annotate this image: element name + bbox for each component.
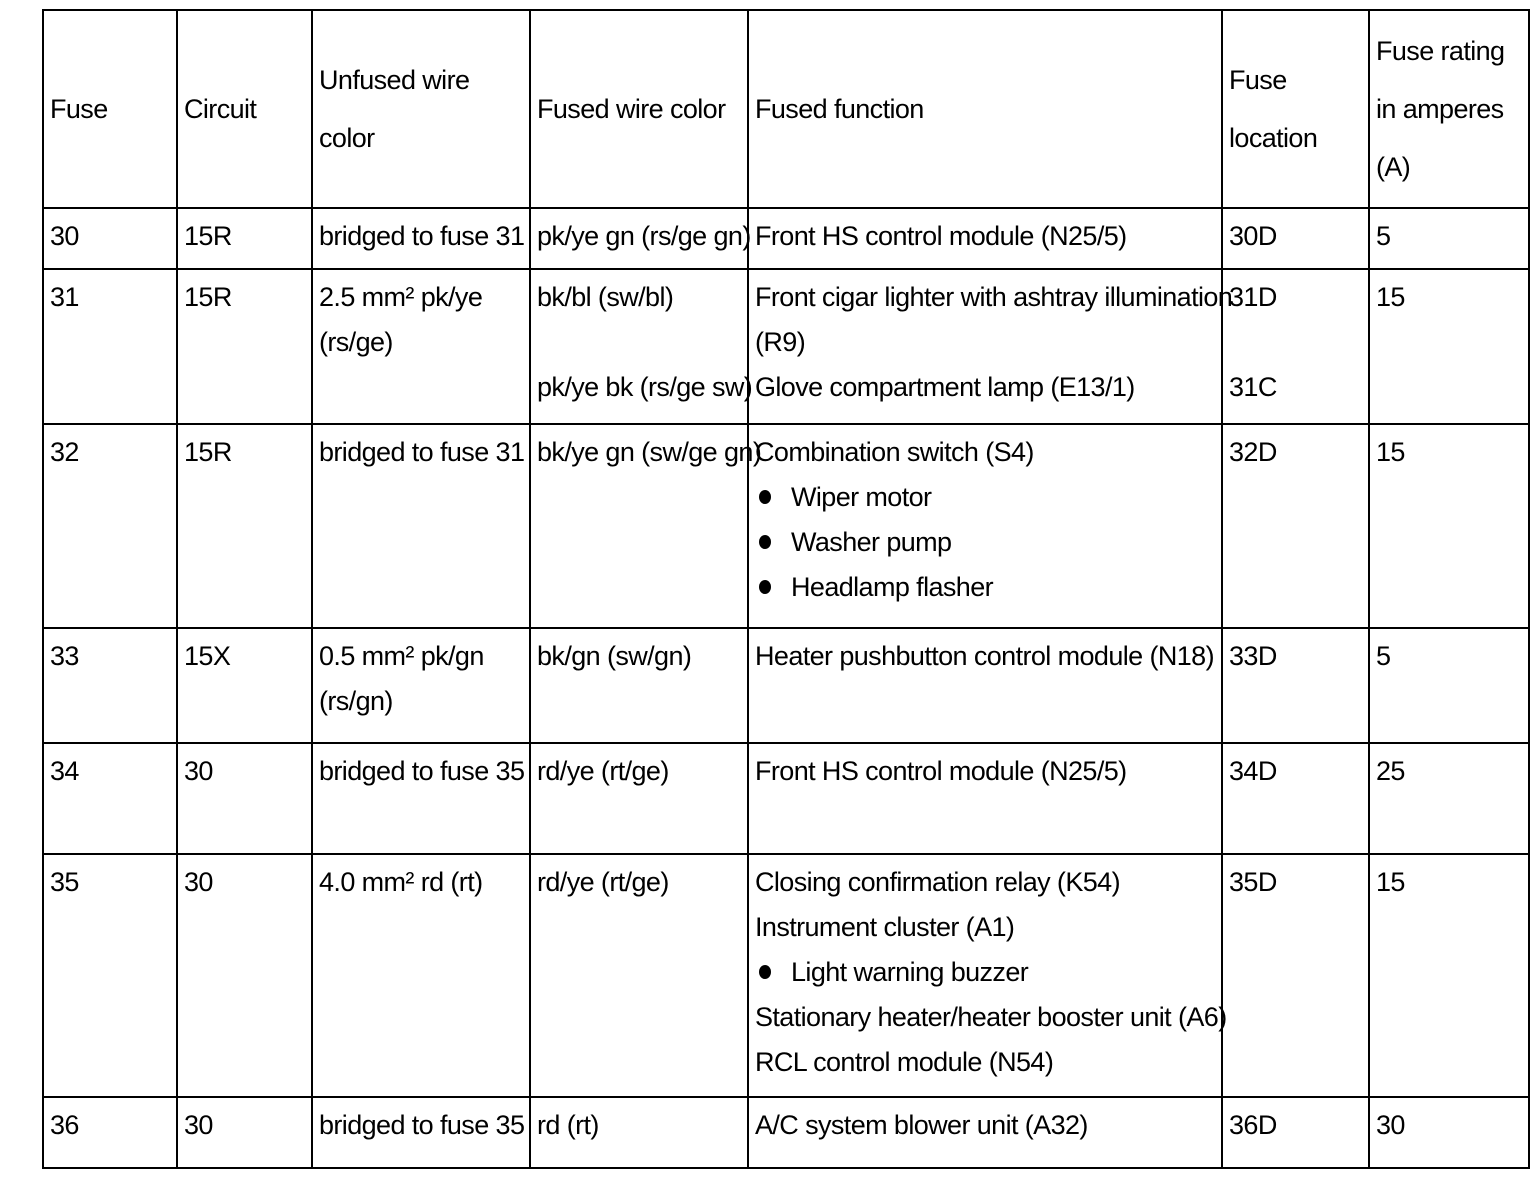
function-line: RCL control module (N54) [755, 1047, 1054, 1077]
fused-function-cell [748, 854, 1227, 1097]
unfused-wire-line: (rs/ge) [319, 327, 393, 357]
line-spacer [1229, 320, 1362, 365]
bullet-text: Washer pump [791, 527, 952, 557]
fuse-cell: 35 [43, 854, 177, 1097]
fuse-location-cell [1222, 208, 1369, 269]
fuse-location-cell [1222, 854, 1369, 1097]
unfused-wire-line: 0.5 mm² pk/gn [319, 641, 484, 671]
fuse-cell: 31 [43, 269, 177, 424]
fused-wire-line: bk/bl (sw/bl) [537, 282, 674, 312]
fuse-rating-cell: 5 [1369, 628, 1529, 743]
fused-wire-line: pk/ye bk (rs/ge sw) [537, 372, 753, 402]
unfused-wire-cell [312, 424, 530, 628]
unfused-wire-cell [312, 1097, 530, 1168]
header-fused-wire-color: Fused wire color [530, 10, 748, 208]
fused-function-cell [748, 628, 1222, 743]
location-line: 31D [1229, 282, 1277, 312]
bullet-icon [759, 580, 771, 594]
unfused-wire-cell [312, 269, 530, 424]
fused-wire-line: rd/ye (rt/ge) [537, 756, 669, 786]
unfused-wire-cell [312, 854, 530, 1097]
function-line: Front HS control module (N25/5) [755, 756, 1127, 786]
unfused-wire-line: bridged to fuse 35 [319, 756, 525, 786]
fused-function-cell [748, 208, 1222, 269]
unfused-wire-line: 2.5 mm² pk/ye [319, 282, 483, 312]
fuse-rating-cell: 5 [1369, 208, 1529, 269]
fuse-location-cell [1222, 628, 1369, 743]
fuse-cell: 30 [43, 208, 177, 269]
location-line: 34D [1229, 756, 1277, 786]
bullet-icon [759, 490, 771, 504]
table-row [43, 628, 1529, 743]
fuse-rating-cell: 15 [1369, 854, 1529, 1097]
fuse-rating-cell: 15 [1369, 424, 1529, 628]
fused-wire-cell [530, 208, 751, 269]
fused-wire-cell [530, 628, 748, 743]
location-line: 30D [1229, 221, 1277, 251]
location-line: 35D [1229, 867, 1277, 897]
bullet-item [755, 565, 1215, 610]
unfused-wire-line: 4.0 mm² rd (rt) [319, 867, 483, 897]
fused-function-cell [748, 269, 1233, 424]
bullet-text: Wiper motor [791, 482, 932, 512]
fuse-location-cell [1222, 424, 1369, 628]
unfused-wire-cell [312, 208, 530, 269]
fuse-cell: 36 [43, 1097, 177, 1168]
function-line: Closing confirmation relay (K54) [755, 867, 1120, 897]
bullet-item [755, 520, 1215, 565]
unfused-wire-line: bridged to fuse 31 [319, 437, 525, 467]
circuit-cell: 15R [177, 424, 312, 628]
fused-wire-line: bk/gn (sw/gn) [537, 641, 692, 671]
table-row [43, 424, 1529, 628]
circuit-cell: 15X [177, 628, 312, 743]
line-spacer [537, 320, 741, 365]
fuse-location-cell [1222, 743, 1369, 854]
fused-wire-cell [530, 424, 762, 628]
fuse-location-cell [1222, 1097, 1369, 1168]
bullet-item [755, 950, 1215, 995]
fused-wire-line: pk/ye gn (rs/ge gn) [537, 221, 751, 251]
bullet-icon [759, 965, 771, 979]
location-line: 31C [1229, 372, 1277, 402]
unfused-wire-cell [312, 743, 530, 854]
fused-wire-cell [530, 854, 748, 1097]
function-line: Stationary heater/heater booster unit (A6) [755, 1002, 1227, 1032]
fused-wire-line: bk/ye gn (sw/ge gn) [537, 437, 762, 467]
bullet-text: Light warning buzzer [791, 957, 1029, 987]
table-row [43, 854, 1529, 1097]
function-line: Front HS control module (N25/5) [755, 221, 1127, 251]
function-line: A/C system blower unit (A32) [755, 1110, 1088, 1140]
bullet-item [755, 475, 1215, 520]
location-line: 36D [1229, 1110, 1277, 1140]
circuit-cell: 15R [177, 269, 312, 424]
circuit-cell: 30 [177, 1097, 312, 1168]
function-line: Instrument cluster (A1) [755, 912, 1015, 942]
fuse-rating-cell: 25 [1369, 743, 1529, 854]
header-unfused-wire-color: Unfused wire color [312, 10, 530, 208]
fuse-cell: 32 [43, 424, 177, 628]
table-row [43, 1097, 1529, 1168]
header-fused-function: Fused function [748, 10, 1222, 208]
fused-wire-cell [530, 743, 748, 854]
circuit-cell: 30 [177, 743, 312, 854]
fused-wire-line: rd/ye (rt/ge) [537, 867, 669, 897]
fuse-cell: 34 [43, 743, 177, 854]
function-line: Combination switch (S4) [755, 437, 1034, 467]
fuse-cell: 33 [43, 628, 177, 743]
header-fuse-location: Fuse location [1222, 10, 1369, 208]
fused-wire-cell [530, 269, 753, 424]
unfused-wire-line: (rs/gn) [319, 686, 393, 716]
fuse-rating-cell: 15 [1369, 269, 1529, 424]
function-line: Glove compartment lamp (E13/1) [755, 372, 1135, 402]
table-row [43, 269, 1529, 424]
fused-function-cell [748, 424, 1222, 628]
function-line: Front cigar lighter with ashtray illumination [755, 282, 1233, 312]
location-line: 32D [1229, 437, 1277, 467]
unfused-wire-line: bridged to fuse 35 [319, 1110, 525, 1140]
fused-wire-cell [530, 1097, 748, 1168]
bullet-icon [759, 535, 771, 549]
header-fuse-rating: Fuse rating in amperes (A) [1369, 10, 1529, 208]
header-circuit: Circuit [177, 10, 312, 208]
circuit-cell: 15R [177, 208, 312, 269]
circuit-cell: 30 [177, 854, 312, 1097]
unfused-wire-cell [312, 628, 530, 743]
location-line: 33D [1229, 641, 1277, 671]
table-row [43, 208, 1529, 269]
fuse-table [42, 9, 1530, 1169]
header-row [43, 10, 1529, 208]
fused-function-cell [748, 743, 1222, 854]
function-line: (R9) [755, 327, 806, 357]
fused-function-cell [748, 1097, 1222, 1168]
function-line: Heater pushbutton control module (N18) [755, 641, 1214, 671]
bullet-text: Headlamp flasher [791, 572, 994, 602]
header-fuse: Fuse [43, 10, 177, 208]
unfused-wire-line: bridged to fuse 31 [319, 221, 525, 251]
table-row [43, 743, 1529, 854]
fuse-rating-cell: 30 [1369, 1097, 1529, 1168]
fused-wire-line: rd (rt) [537, 1110, 599, 1140]
fuse-location-cell [1222, 269, 1369, 424]
